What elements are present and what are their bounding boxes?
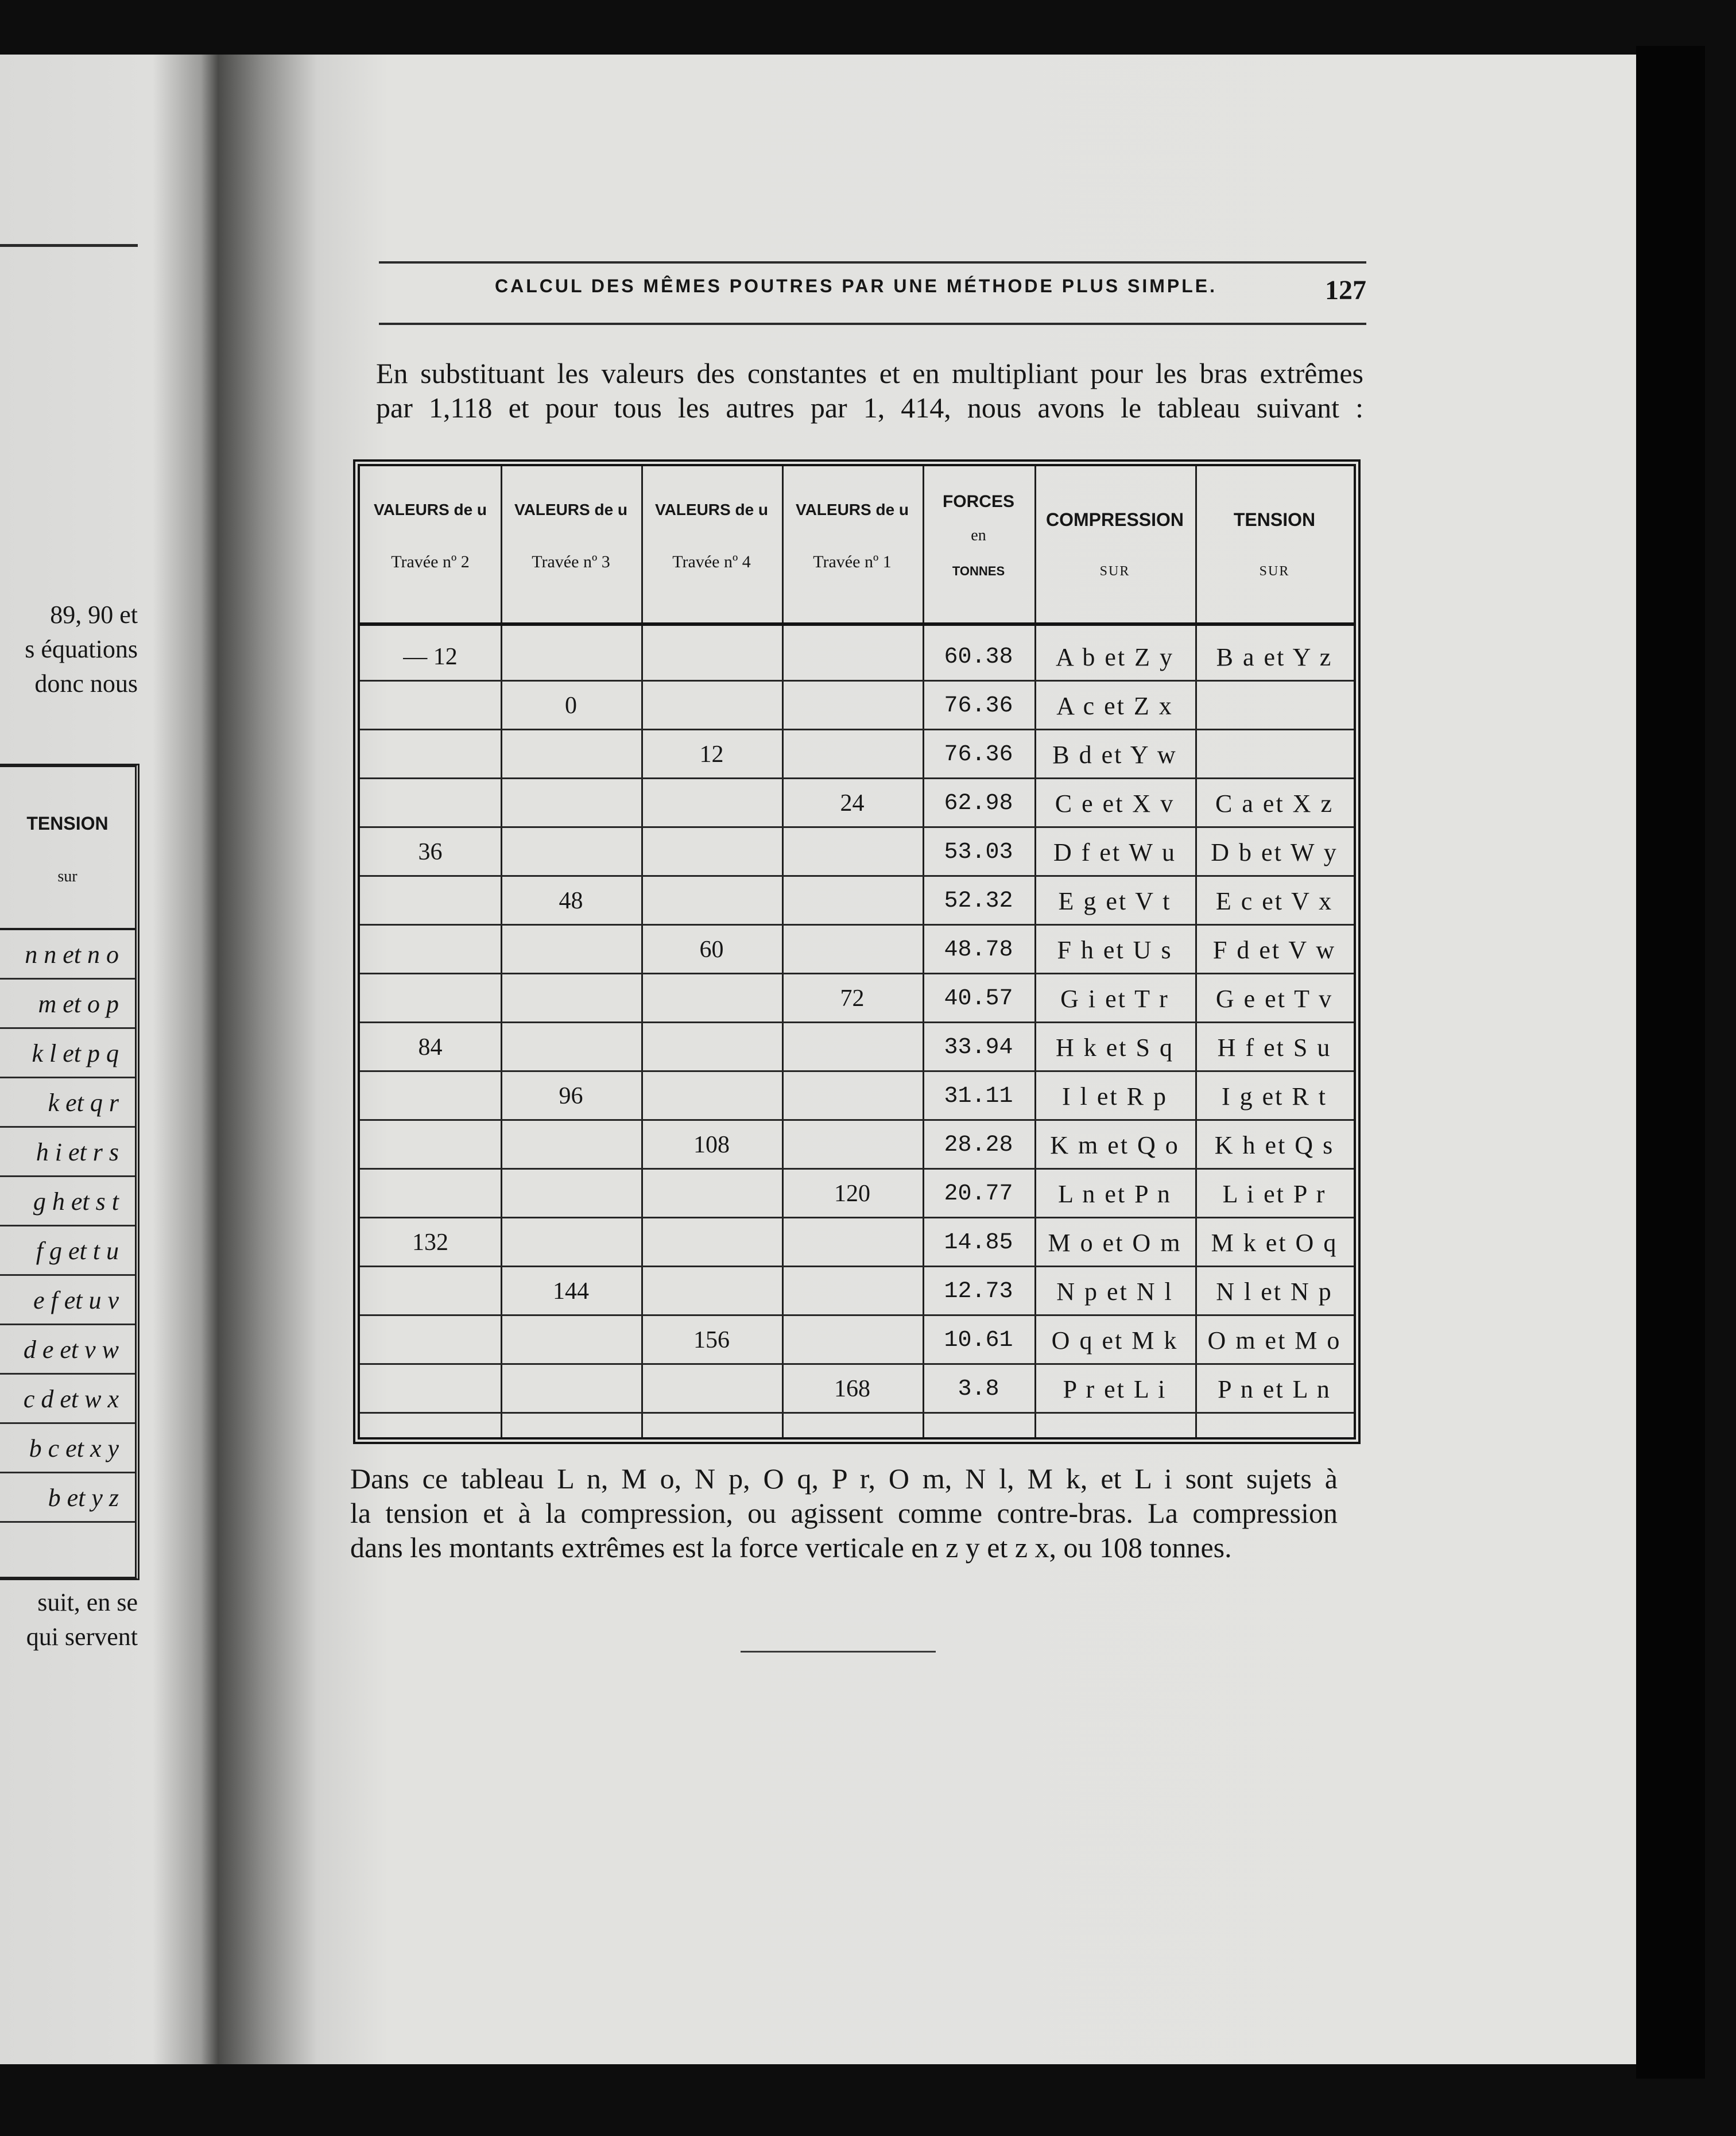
cell-compression: G i et T r <box>1060 985 1169 1013</box>
cell-u1 <box>782 926 923 974</box>
cell-compression: N p et N l <box>1056 1278 1173 1306</box>
cell-u3: 96 <box>559 1083 583 1109</box>
left-header-rule <box>0 244 138 247</box>
cell-tension: M k et O q <box>1211 1229 1338 1257</box>
cell-u4 <box>641 682 782 730</box>
outro-line: Dans ce tableau L n, M o, N p, O q, P r, O m, N l, M k, et L i sont sujets à <box>350 1462 1338 1495</box>
left-table-sur-label: sur <box>57 868 78 885</box>
cell-u4 <box>641 1267 782 1316</box>
left-table-row: c d et w x <box>0 1375 135 1424</box>
cell-force: 76.36 <box>944 693 1013 719</box>
cell-compression: P r et L i <box>1063 1375 1167 1403</box>
cell-u2: 84 <box>418 1034 443 1061</box>
cell-u4 <box>641 633 782 682</box>
left-table-row: m et o p <box>0 980 135 1029</box>
left-table-row: k l et p q <box>0 1029 135 1078</box>
table-row <box>360 926 1354 974</box>
table-row <box>360 1218 1354 1267</box>
cell-force: 20.77 <box>944 1181 1013 1207</box>
cell-compression: O q et M k <box>1051 1326 1179 1355</box>
cell-u1 <box>782 1267 923 1316</box>
cell-u3 <box>501 633 641 682</box>
page-edge-shadow <box>1636 46 1705 2079</box>
cell-u3 <box>501 1023 641 1072</box>
cell-u2 <box>360 926 501 974</box>
table-row <box>360 682 1354 730</box>
cell-u1 <box>782 730 923 779</box>
left-table-row: f g et t u <box>0 1226 135 1276</box>
cell-force: 48.78 <box>944 937 1013 963</box>
left-text-line: qui servent <box>26 1623 138 1651</box>
cell-tension: D b et W y <box>1211 838 1338 866</box>
cell-u1: 24 <box>840 790 865 817</box>
forces-table <box>353 459 1361 1444</box>
left-text-line: suit, en se <box>37 1588 138 1616</box>
table-row <box>360 1121 1354 1170</box>
cell-compression: B d et Y w <box>1052 741 1177 769</box>
left-table-row: d e et v w <box>0 1325 135 1375</box>
header-valeurs-u <box>782 466 923 621</box>
cell-u2 <box>360 1170 501 1218</box>
cell-force: 10.61 <box>944 1328 1013 1353</box>
cell-tension: C a et X z <box>1215 790 1334 818</box>
table-row <box>360 1316 1354 1365</box>
outro-paragraph <box>350 1461 1338 1565</box>
cell-tension: O m et M o <box>1207 1326 1342 1355</box>
header-tension-text: SUR <box>1259 564 1290 579</box>
cell-u1 <box>782 1316 923 1365</box>
header-tension-text: TENSION <box>1233 509 1316 530</box>
cell-u1 <box>782 828 923 877</box>
header-travee: Travée nº 2 <box>391 552 470 571</box>
header-valeurs-u <box>641 466 782 621</box>
table-row <box>360 779 1354 828</box>
cell-u2 <box>360 1365 501 1414</box>
left-table-row: n n et n o <box>0 930 135 980</box>
cell-tension: E c et V x <box>1215 887 1334 915</box>
header-forces-text: TONNES <box>952 564 1005 578</box>
cell-u4: 108 <box>693 1132 730 1158</box>
cell-u4 <box>641 974 782 1023</box>
cell-u4 <box>641 1365 782 1414</box>
cell-force: 33.94 <box>944 1035 1013 1061</box>
header-travee: Travée nº 3 <box>532 552 610 571</box>
cell-u3 <box>501 1170 641 1218</box>
cell-force: 28.28 <box>944 1132 1013 1158</box>
cell-u3 <box>501 1121 641 1170</box>
intro-line: En substituant les valeurs des constantes et en multipliant pour les bras extrêmes <box>376 357 1363 389</box>
left-table-fragment <box>0 764 140 1580</box>
cell-compression: I l et R p <box>1062 1082 1168 1110</box>
intro-paragraph <box>376 356 1363 425</box>
header-rule <box>360 622 1354 626</box>
left-text-line: s équations <box>25 635 138 663</box>
cell-u3 <box>501 828 641 877</box>
cell-force: 76.36 <box>944 742 1013 768</box>
left-table-row: h i et r s <box>0 1128 135 1177</box>
cell-u3 <box>501 1316 641 1365</box>
cell-u3 <box>501 779 641 828</box>
left-table-row: b et y z <box>0 1473 135 1523</box>
cell-u3: 144 <box>553 1278 589 1305</box>
cell-u2 <box>360 1072 501 1121</box>
cell-u4 <box>641 1170 782 1218</box>
cell-u2 <box>360 1121 501 1170</box>
closing-rule <box>741 1651 936 1653</box>
header-forces <box>923 466 1034 621</box>
cell-u2: 132 <box>412 1229 448 1256</box>
header-travee: Travée nº 4 <box>672 552 751 571</box>
cell-tension: B a et Y z <box>1216 643 1333 671</box>
cell-force: 31.11 <box>944 1084 1013 1109</box>
left-text-line: donc nous <box>34 670 138 698</box>
table-row <box>360 1170 1354 1218</box>
cell-tension: P n et L n <box>1218 1375 1331 1403</box>
header-title: VALEURS de u <box>795 501 909 518</box>
cell-force: 53.03 <box>944 839 1013 865</box>
table-row <box>360 828 1354 877</box>
left-text-line: 89, 90 et <box>50 601 138 629</box>
cell-u2 <box>360 682 501 730</box>
cell-u2: — 12 <box>403 644 458 670</box>
header-forces-text: en <box>971 527 986 544</box>
cell-u3: 0 <box>565 692 577 719</box>
cell-compression: A c et Z x <box>1056 692 1173 720</box>
cell-u2: 36 <box>418 839 443 865</box>
header-title: VALEURS de u <box>514 501 628 518</box>
cell-u4 <box>641 1218 782 1267</box>
cell-u1: 72 <box>840 985 865 1012</box>
cell-compression: E g et V t <box>1058 887 1172 915</box>
header-valeurs-u <box>360 466 501 621</box>
cell-u1: 168 <box>834 1376 870 1402</box>
cell-u2 <box>360 1316 501 1365</box>
cell-force: 60.38 <box>944 644 1013 670</box>
table-row <box>360 1072 1354 1121</box>
cell-u1 <box>782 1072 923 1121</box>
header-rule <box>379 323 1366 325</box>
left-table-row: e f et u v <box>0 1276 135 1325</box>
left-table-row: k et q r <box>0 1078 135 1128</box>
cell-force: 40.57 <box>944 986 1013 1012</box>
cell-u4 <box>641 779 782 828</box>
running-head: CALCUL DES MÊMES POUTRES PAR UNE MÉTHODE PLUS SIMPLE. <box>494 276 1217 296</box>
cell-force: 14.85 <box>944 1230 1013 1256</box>
cell-force: 52.32 <box>944 888 1013 914</box>
cell-compression: D f et W u <box>1053 838 1177 866</box>
header-tension <box>1195 466 1354 621</box>
cell-tension: G e et T v <box>1215 985 1334 1013</box>
outro-line: la tension et à la compression, ou agissent comme contre-bras. La compression <box>350 1497 1338 1529</box>
cell-tension: N l et N p <box>1216 1278 1333 1306</box>
left-page-fragment <box>0 55 218 2064</box>
intro-line: par 1,118 et pour tous les autres par 1, 414, nous avons le tableau suivant : <box>376 392 1363 424</box>
cell-u4: 12 <box>699 741 724 768</box>
left-table-header <box>0 767 135 930</box>
header-compression <box>1034 466 1195 621</box>
cell-tension: I g et R t <box>1222 1082 1327 1110</box>
cell-tension: H f et S u <box>1217 1034 1332 1062</box>
cell-compression: F h et U s <box>1057 936 1173 964</box>
cell-u1 <box>782 682 923 730</box>
table-row <box>360 1023 1354 1072</box>
cell-u4 <box>641 828 782 877</box>
cell-u1 <box>782 1121 923 1170</box>
cell-tension: K h et Q s <box>1214 1131 1335 1159</box>
outro-line: dans les montants extrêmes est la force verticale en z y et z x, ou 108 tonnes. <box>350 1531 1232 1564</box>
cell-force: 62.98 <box>944 791 1013 817</box>
cell-u1 <box>782 633 923 682</box>
cell-tension: L i et P r <box>1222 1180 1327 1208</box>
header-title: VALEURS de u <box>373 501 487 518</box>
table-row <box>360 633 1354 682</box>
left-table-row: b c et x y <box>0 1424 135 1473</box>
table-row <box>360 877 1354 926</box>
header-forces-text: FORCES <box>942 492 1014 511</box>
cell-u2 <box>360 1267 501 1316</box>
left-table-tension-label: TENSION <box>26 813 108 834</box>
cell-compression: L n et P n <box>1058 1180 1172 1208</box>
cell-u4 <box>641 877 782 926</box>
header-valeurs-u <box>501 466 641 621</box>
cell-tension: F d et V w <box>1212 936 1336 964</box>
cell-force: 12.73 <box>944 1279 1013 1305</box>
cell-compression: C e et X v <box>1055 790 1175 818</box>
cell-u4 <box>641 1023 782 1072</box>
cell-u1 <box>782 1218 923 1267</box>
cell-u3 <box>501 730 641 779</box>
table-row <box>360 974 1354 1023</box>
cell-u3 <box>501 1218 641 1267</box>
table-row <box>360 730 1354 779</box>
cell-u2 <box>360 730 501 779</box>
left-table-row: g h et s t <box>0 1177 135 1226</box>
header-travee: Travée nº 1 <box>813 552 892 571</box>
table-row <box>360 1365 1354 1414</box>
cell-u3 <box>501 974 641 1023</box>
cell-u3 <box>501 926 641 974</box>
cell-compression: M o et O m <box>1048 1229 1182 1257</box>
cell-u2 <box>360 877 501 926</box>
cell-u1 <box>782 877 923 926</box>
cell-force: 3.8 <box>958 1376 999 1402</box>
cell-u1 <box>782 1023 923 1072</box>
header-compression-text: SUR <box>1099 564 1130 579</box>
cell-u2 <box>360 974 501 1023</box>
page-number: 127 <box>1325 275 1366 305</box>
cell-u2 <box>360 779 501 828</box>
cell-u3: 48 <box>559 888 583 914</box>
cell-compression: A b et Z y <box>1056 643 1174 671</box>
header-rule <box>379 261 1366 264</box>
cell-compression: K m et Q o <box>1050 1131 1180 1159</box>
header-title: VALEURS de u <box>654 501 769 518</box>
cell-u1: 120 <box>834 1181 870 1207</box>
cell-tension <box>1195 730 1354 779</box>
header-compression-text: COMPRESSION <box>1045 509 1184 530</box>
cell-u4: 156 <box>693 1327 730 1353</box>
cell-u3 <box>501 1365 641 1414</box>
table-row <box>360 1267 1354 1316</box>
cell-u4: 60 <box>699 937 724 963</box>
cell-tension <box>1195 682 1354 730</box>
cell-u4 <box>641 1072 782 1121</box>
cell-compression: H k et S q <box>1056 1034 1174 1062</box>
